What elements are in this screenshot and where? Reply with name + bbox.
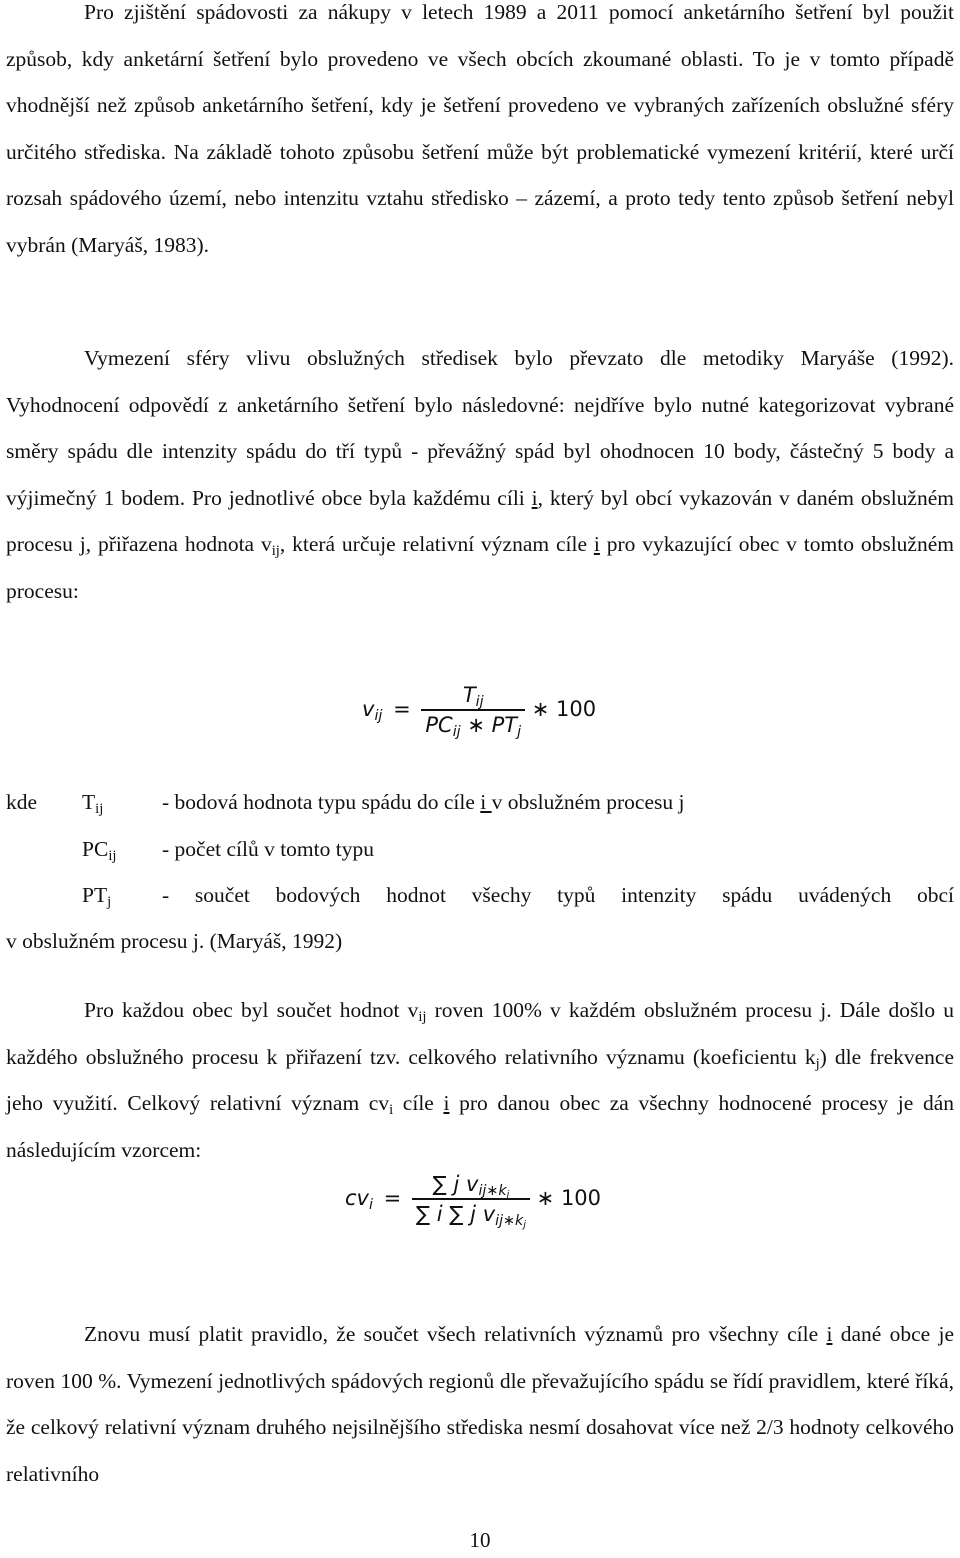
paragraph-3-wrap [6,987,954,1173]
fraction: $\frac{T_{ij}}{PC_{ij} ∗ PT_j}$ [421,683,525,737]
legend-tail: v obslužném procesu j. (Maryáš, 1992) [6,929,343,953]
formula-cvi: $cv_i$ = $\frac{\sum j v_{ij∗k_j}}{\sum i \sum j v_{ij∗k_j}}$ ∗ 100 [345,1172,602,1231]
formula-vij: $v_{ij}$ = $\frac{T_{ij}}{PC_{ij} ∗ PT_j}$ ∗ 100 [362,683,597,740]
var-j: j [79,532,86,556]
paragraph-2: Vymezení sféry vlivu obslužných středisek bylo převzato dle metodiky Maryáše (1992). Vyhodnocení odpovědí z anketárního šetření bylo následovné: nejdříve bylo nutné kategorizovat vybrané směry spádu dle intenzity spádu do tří typů - převážný spád byl ohodnocen 10 body, částečný 5 body a výjimečný 1 bodem. Pro jednotlivé obce byla každému cíli i, který byl obcí vykazován v daném obslužném procesu j, přiřazena hodnota $v_{ij}$, která určuje relativní význam cíle i pro vykazující obec v tomto obslužném procesu: [6,346,954,603]
paragraph-3: Pro každou obec byl součet hodnot $v_{ij}$ roven 100% v každém obslužném procesu j. Dále došlo u každého obslužného procesu k přiřazení tzv. celkového relativního významu (koeficientu $k_j$) dle frekvence jeho využití. Celkový relativní význam $cv_i$ cíle i pro danou obec za všechny hodnocené procesy je dán následujícím vzorcem: [6,998,954,1162]
legend-row-pcij: $PC_{ij}$ - počet cílů v tomto typu [82,837,374,865]
paragraph-4: Znovu musí platit pravidlo, že součet všech relativních významů pro všechny cíle i dané obce je roven 100 %. Vymezení jednotlivých spádových regionů dle převažujícího spádu se řídí pravidlem, které říká, že celkový relativní význam druhého nejsilnějšího střediska nesmí dosahovat více než 2/3 hodnoty celkového relativního [6,1322,955,1486]
fraction: $\frac{\sum j v_{ij∗k_j}}{\sum i \sum j v_{ij∗k_j}}$ [412,1172,530,1226]
legend-row-ptj: $PT_j$ - součet bodových hodnot všechy typů intenzity spádu uvádených obcí [82,883,954,911]
legend-row-tij: kde $T_{ij}$ - bodová hodnota typu spádu do cíle i v obslužném procesu j [6,790,685,818]
paragraph-4-wrap [6,1311,954,1497]
paragraph-1: Pro zjištění spádovosti za nákupy v letech 1989 a 2011 pomocí anketárního šetření byl použit způsob, kdy anketární šetření bylo provedeno ve všech obcích zkoumané oblasti. To je v tomto případě vhodnější než způsob anketárního šetření, kdy je šetření provedeno ve vybraných zařízeních obslužné sféry určitého střediska. Na základě tohoto způsobu šetření může být problematické vymezení kritérií, které určí rozsah spádového území, nebo intenzitu vztahu středisko – zázemí, a proto tedy tento způsob šetření nebyl vybrán (Maryáš, 1983). [6,0,954,257]
page-number: 10 [469,1528,491,1552]
var-i: i [593,532,600,556]
var-i: i [531,485,538,510]
